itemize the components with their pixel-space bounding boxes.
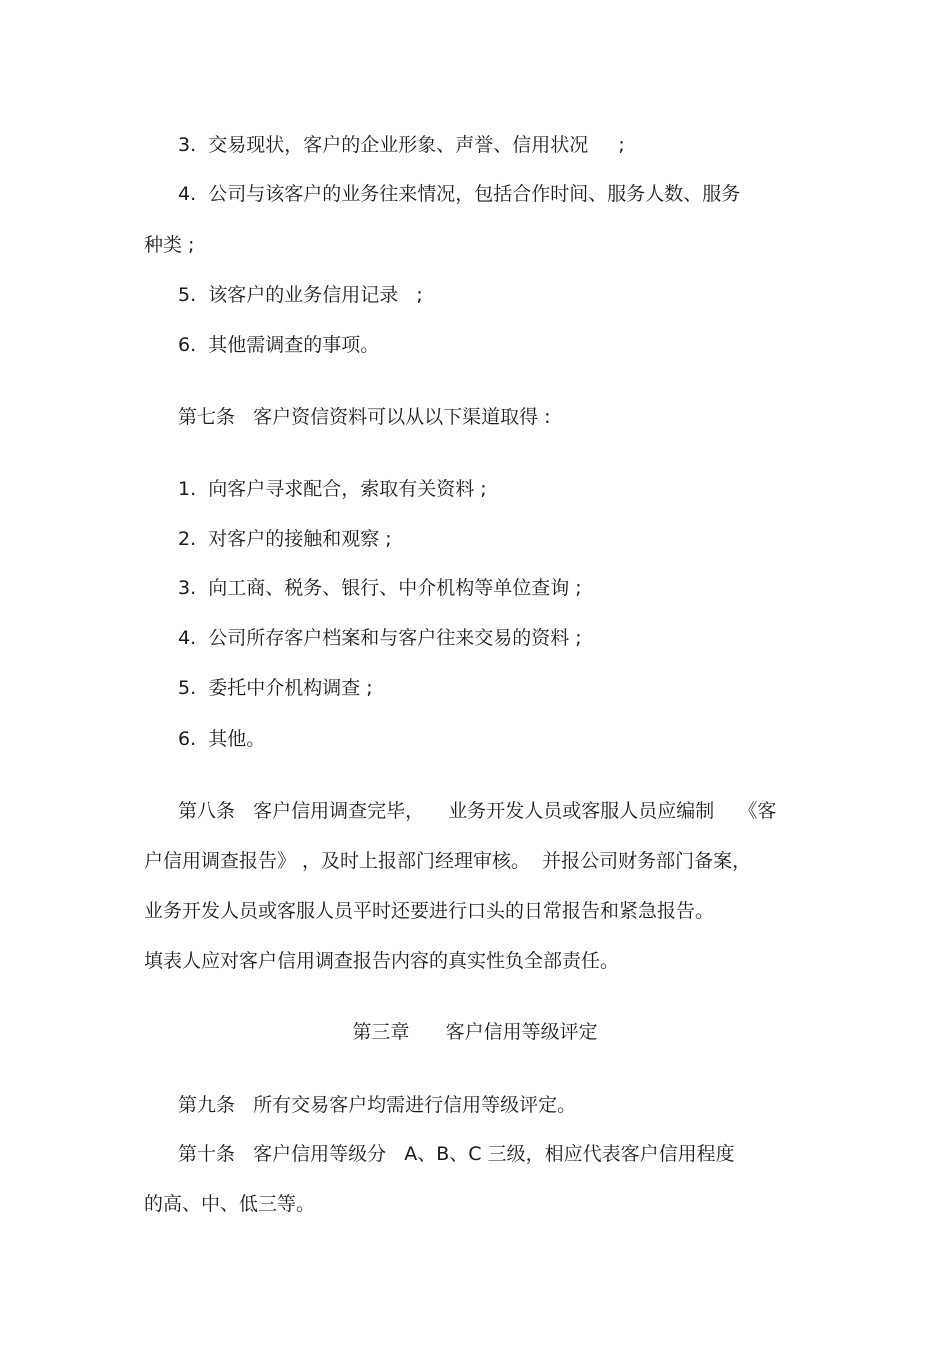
list-item: 4. 公司与该客户的业务往来情况，包括合作时间、服务人数、服务: [178, 183, 741, 205]
list-item-continuation: 种类 ;: [144, 234, 195, 256]
article-10-line: 第十条 客户信用等级分 A、B、C 三级，相应代表客户信用程度: [178, 1143, 735, 1165]
article-8-line: 填表人应对客户信用调查报告内容的真实性负全部责任。: [144, 950, 620, 972]
article-7-item: 2. 对客户的接触和观察 ;: [178, 528, 392, 550]
article-8-line: 业务开发人员或客服人员平时还要进行口头的日常报告和紧急报告。: [144, 900, 715, 922]
article-7-item: 1. 向客户寻求配合，索取有关资料 ;: [178, 478, 487, 500]
list-item: 6. 其他需调查的事项。: [178, 334, 380, 356]
article-7-item: 4. 公司所存客户档案和与客户往来交易的资料 ;: [178, 627, 582, 649]
article-10-line: 的高、中、低三等。: [144, 1193, 316, 1215]
article-9: 第九条 所有交易客户均需进行信用等级评定。: [178, 1094, 577, 1116]
chapter-title: 第三章 客户信用等级评定: [352, 1021, 598, 1043]
article-7-item: 6. 其他。: [178, 728, 266, 750]
article-7-title: 第七条 客户资信资料可以从以下渠道取得 :: [178, 406, 551, 428]
article-8-line: 第八条 客户信用调查完毕， 业务开发人员或客服人员应编制 《客: [178, 800, 777, 822]
article-7-item: 3. 向工商、税务、银行、中介机构等单位查询 ;: [178, 577, 582, 599]
article-8-line: 户信用调查报告》 ，及时上报部门经理审核。 并报公司财务部门备案，: [144, 850, 752, 872]
list-item: 3. 交易现状，客户的企业形象、声誉、信用状况 ;: [178, 134, 625, 156]
list-item: 5. 该客户的业务信用记录 ;: [178, 284, 423, 306]
article-7-item: 5. 委托中介机构调查 ;: [178, 677, 373, 699]
